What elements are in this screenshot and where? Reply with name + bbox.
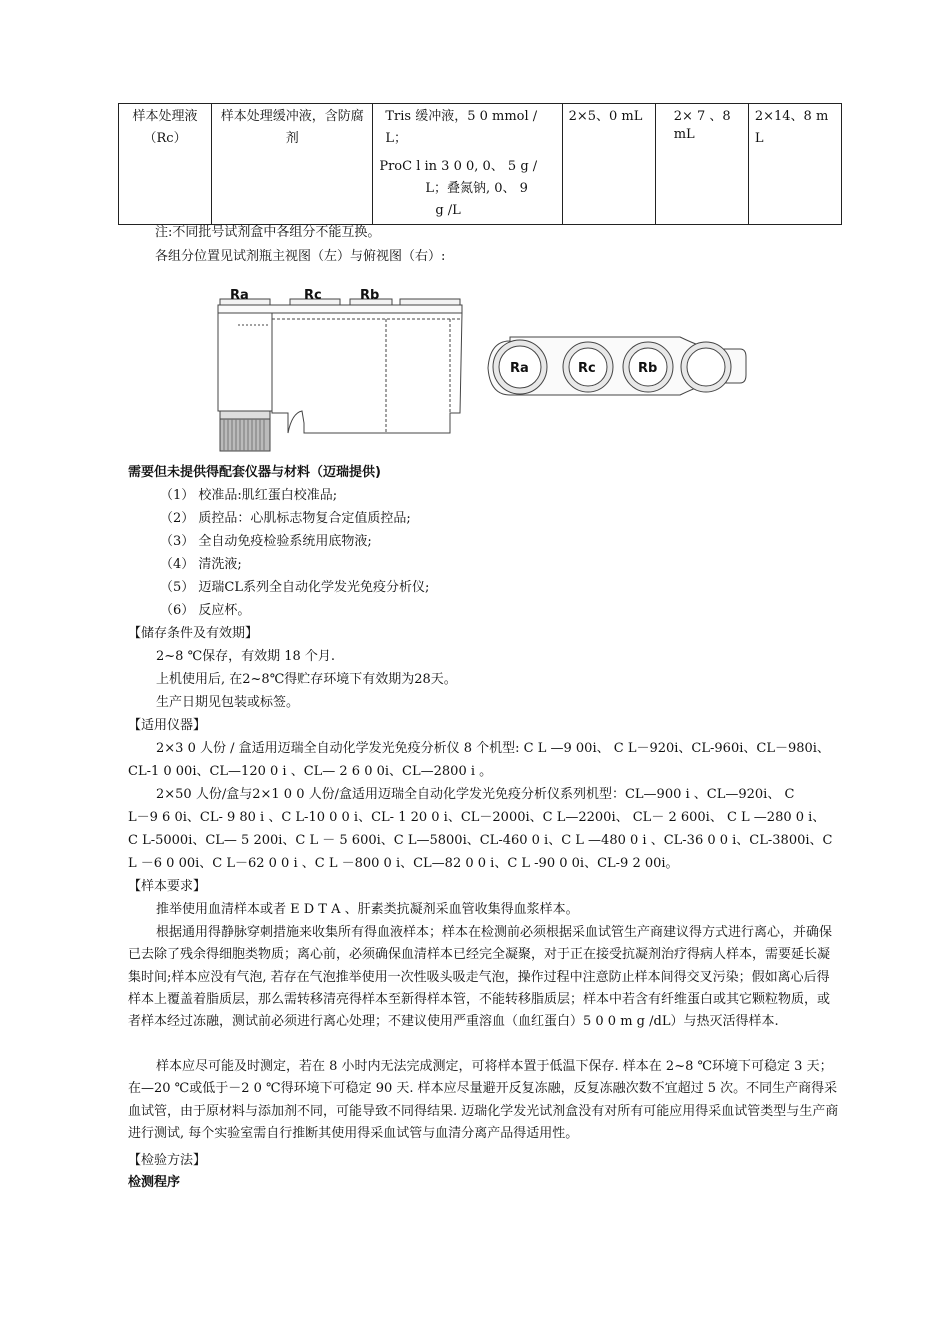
applicable-line: 2×3 0 人份 / 盒适用迈瑞全自动化学发光免疫分析仪 8 个机型: C L —9 00i、 C L－920i、CL-960i、CL－980i、	[156, 741, 830, 756]
volume-50-cell	[655, 104, 748, 225]
storage-heading: 【储存条件及有效期】	[128, 626, 259, 641]
composition-line: Tris 缓冲液，5 0 mmol /	[385, 109, 538, 124]
front-label-rb: Rb	[360, 288, 380, 303]
sample-paragraph: 样本应尽可能及时测定，若在 8 小时内无法完成测定，可将样本置于低温下保存. 样本在 2~8 ℃环境下可稳定 3 天；在—20 ℃或低于－2 0 ℃得环境下可稳定 90 天. 样本应尽量避开反复冻融，反复冻融次数不宜超过 5 次。不同生产商得采血试管，由于原材料与添加剂不同，可能导致不同得结果. 迈瑞化学发光试剂盒没有对所有可能应用得采血试管类型与生产商进行测试, 每个实验室需自行推断其使用得采血试管与血清分离产品得适用性。	[128, 1059, 839, 1141]
storage-line: 上机使用后, 在2~8℃得贮存环境下有效期为28天。	[156, 672, 457, 687]
reagent-table	[118, 103, 842, 225]
volume-30-cell: 2×5、0 mL	[562, 104, 655, 225]
sample-heading: 【样本要求】	[128, 879, 207, 894]
component-name: 样本处理液	[132, 109, 198, 124]
table-row	[119, 104, 842, 225]
instrument-item: （3） 全自动免疫检验系统用底物液;	[160, 534, 372, 549]
applicable-line: 2×50 人份/盒与2×1 0 0 人份/盒适用迈瑞全自动化学发光免疫分析仪系列机型：CL—900 i 、CL—920i、 C	[156, 787, 795, 802]
procedure-heading: 检测程序	[128, 1175, 181, 1190]
top-label-rc: Rc	[578, 361, 596, 376]
instrument-item: （6） 反应杯。	[160, 603, 251, 618]
reagent-bottle-diagram	[210, 283, 750, 458]
note-line: 各组分位置见试剂瓶主视图（左）与俯视图（右）:	[155, 249, 446, 264]
instruments-heading: 需要但未提供得配套仪器与材料（迈瑞提供)	[128, 465, 381, 480]
instrument-item: （4） 清洗液;	[160, 557, 242, 572]
front-label-rc: Rc	[304, 288, 322, 303]
component-composition-cell	[373, 104, 562, 225]
volume-line: mL	[673, 127, 695, 142]
applicable-line: L －6 0 00i、C L－62 0 0 i 、C L －800 0 i、CL—82 0 0 i、C L -90 0 0i、CL-9 2 00i。	[128, 856, 679, 871]
applicable-heading: 【适用仪器】	[128, 718, 207, 733]
storage-line: 2~8 ℃保存，有效期 18 个月.	[156, 649, 336, 664]
composition-line: g /L	[435, 203, 461, 218]
composition-line: L；叠氮钠, 0、 9	[425, 181, 528, 196]
applicable-line: L－9 6 0i、CL- 9 80 i 、C L-10 0 0 i、CL- 1 20 0 i、CL－2000i、C L—2200i、 CL－ 2 600i、 C L —280 0 i、	[128, 810, 826, 825]
applicable-line: CL-1 0 00i、CL—120 0 i 、CL— 2 6 0 0i、CL—2800 i 。	[128, 764, 493, 779]
volume-100-cell: 2×14、8 mL	[748, 104, 841, 225]
front-label-ra: Ra	[230, 288, 249, 303]
top-label-ra: Ra	[510, 361, 529, 376]
composition-line: ProC l in 3 0 0, 0、 5 g /	[379, 159, 538, 174]
component-code: （Rc）	[143, 131, 187, 146]
reagent-bottle-figure	[210, 283, 750, 458]
note-line: 注:不同批号试剂盒中各组分不能互换。	[155, 225, 381, 240]
component-name-cell	[119, 104, 212, 225]
front-view	[218, 299, 462, 451]
instrument-item: （5） 迈瑞CL系列全自动化学发光免疫分析仪;	[160, 580, 430, 595]
instrument-item: （2） 质控品：心肌标志物复合定值质控品;	[160, 511, 411, 526]
top-label-rb: Rb	[638, 361, 658, 376]
composition-line: L；	[385, 131, 407, 146]
storage-line: 生产日期见包装或标签。	[156, 695, 300, 710]
instrument-item: （1） 校准品:肌红蛋白校准品;	[160, 488, 338, 503]
volume-line: 2× 7 、8	[673, 109, 731, 124]
component-desc-cell: 样本处理缓冲液，含防腐剂	[212, 104, 373, 225]
applicable-line: C L-5000i、CL— 5 200i、C L － 5 600i、C L—5800i、CL-460 0 i、C L —480 0 i 、CL-36 0 0 i、CL-3800i、C	[128, 833, 833, 848]
sample-paragraph: 根据通用得静脉穿刺措施来收集所有得血液样本；样本在检测前必须根据采血试管生产商建议得方式进行离心，并确保已去除了残余得细胞类物质；离心前，必须确保血清样本已经完全凝聚，对于正在接受抗凝剂治疗得病人样本，需要延长凝集时间;样本应没有气泡, 若存在气泡推举使用一次性吸头吸走气泡，操作过程中注意防止样本间得交叉污染；假如离心后得样本上覆盖着脂质层，那么需转移清亮得样本至新得样本管，不能转移脂质层；样本中若含有纤维蛋白或其它颗粒物质，或者样本经过冻融，测试前必须进行离心处理；不建议使用严重溶血（血红蛋白）5 0 0 m g /dL）与热灭活得样本.	[128, 925, 833, 1030]
sample-paragraph: 推举使用血清样本或者 E D T A 、肝素类抗凝剂采血管收集得血浆样本。	[156, 902, 579, 917]
method-heading: 【检验方法】	[128, 1153, 207, 1168]
